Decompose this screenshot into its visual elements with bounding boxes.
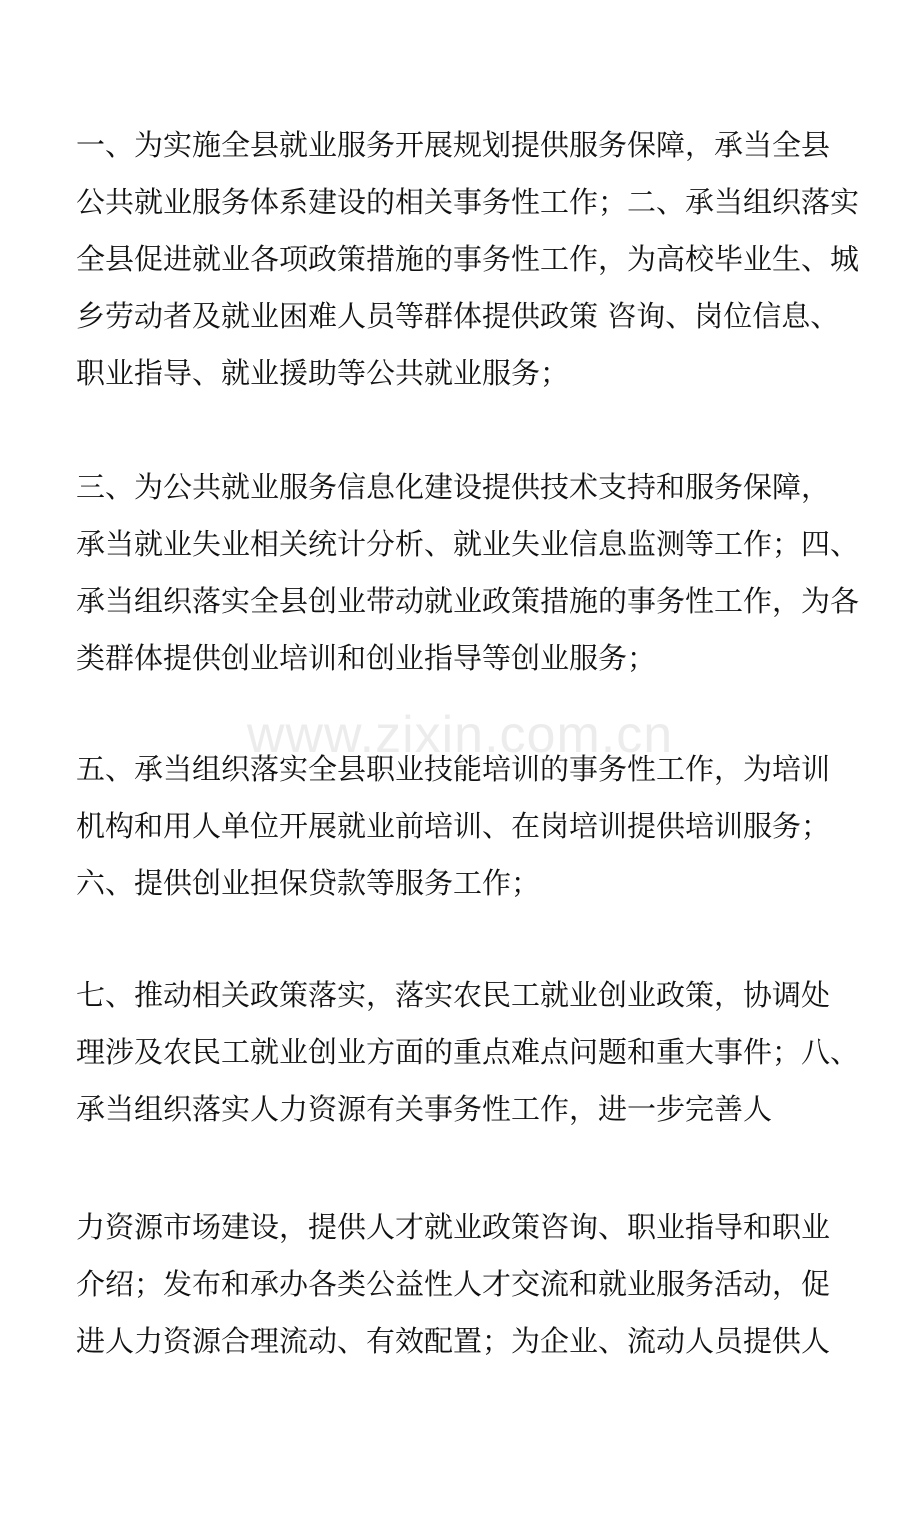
- text-line: 公共就业服务体系建设的相关事务性工作；二、承当组织落实: [76, 185, 860, 219]
- text-line: 理涉及农民工就业创业方面的重点难点问题和重大事件；八、: [76, 1035, 860, 1069]
- text-line: 七、推动相关政策落实，落实农民工就业创业政策，协调处: [76, 978, 831, 1012]
- text-line: 一、为实施全县就业服务开展规划提供服务保障，承当全县: [76, 128, 831, 162]
- text-line: 承当就业失业相关统计分析、就业失业信息监测等工作；四、: [76, 527, 860, 561]
- text-line: 三、为公共就业服务信息化建设提供技术支持和服务保障，: [76, 470, 831, 504]
- text-line: 乡劳动者及就业困难人员等群体提供政策 咨询、岗位信息、: [76, 299, 840, 333]
- paragraph-1: [76, 117, 866, 402]
- text-line: 职业指导、就业援助等公共就业服务；: [76, 356, 570, 390]
- text-line: 进人力资源合理流动、有效配置；为企业、流动人员提供人: [76, 1324, 831, 1358]
- text-line: 机构和用人单位开展就业前培训、在岗培训提供培训服务；: [76, 809, 831, 843]
- watermark: www.zixin.com.cn: [246, 706, 674, 764]
- text-line: 承当组织落实人力资源有关事务性工作，进一步完善人: [76, 1092, 773, 1126]
- text-line: 五、承当组织落实全县职业技能培训的事务性工作，为培训: [76, 752, 831, 786]
- text-line: 六、提供创业担保贷款等服务工作；: [76, 866, 541, 900]
- text-line: 介绍；发布和承办各类公益性人才交流和就业服务活动，促: [76, 1267, 831, 1301]
- text-line: 力资源市场建设，提供人才就业政策咨询、职业指导和职业: [76, 1210, 831, 1244]
- text-line: 承当组织落实全县创业带动就业政策措施的事务性工作，为各: [76, 584, 860, 618]
- text-line: 全县促进就业各项政策措施的事务性工作，为高校毕业生、城: [76, 242, 860, 276]
- paragraph-4: [76, 967, 866, 1138]
- text-line: 类群体提供创业培训和创业指导等创业服务；: [76, 641, 657, 675]
- paragraph-2: [76, 459, 866, 687]
- paragraph-3: [76, 741, 866, 912]
- paragraph-5: [76, 1199, 866, 1370]
